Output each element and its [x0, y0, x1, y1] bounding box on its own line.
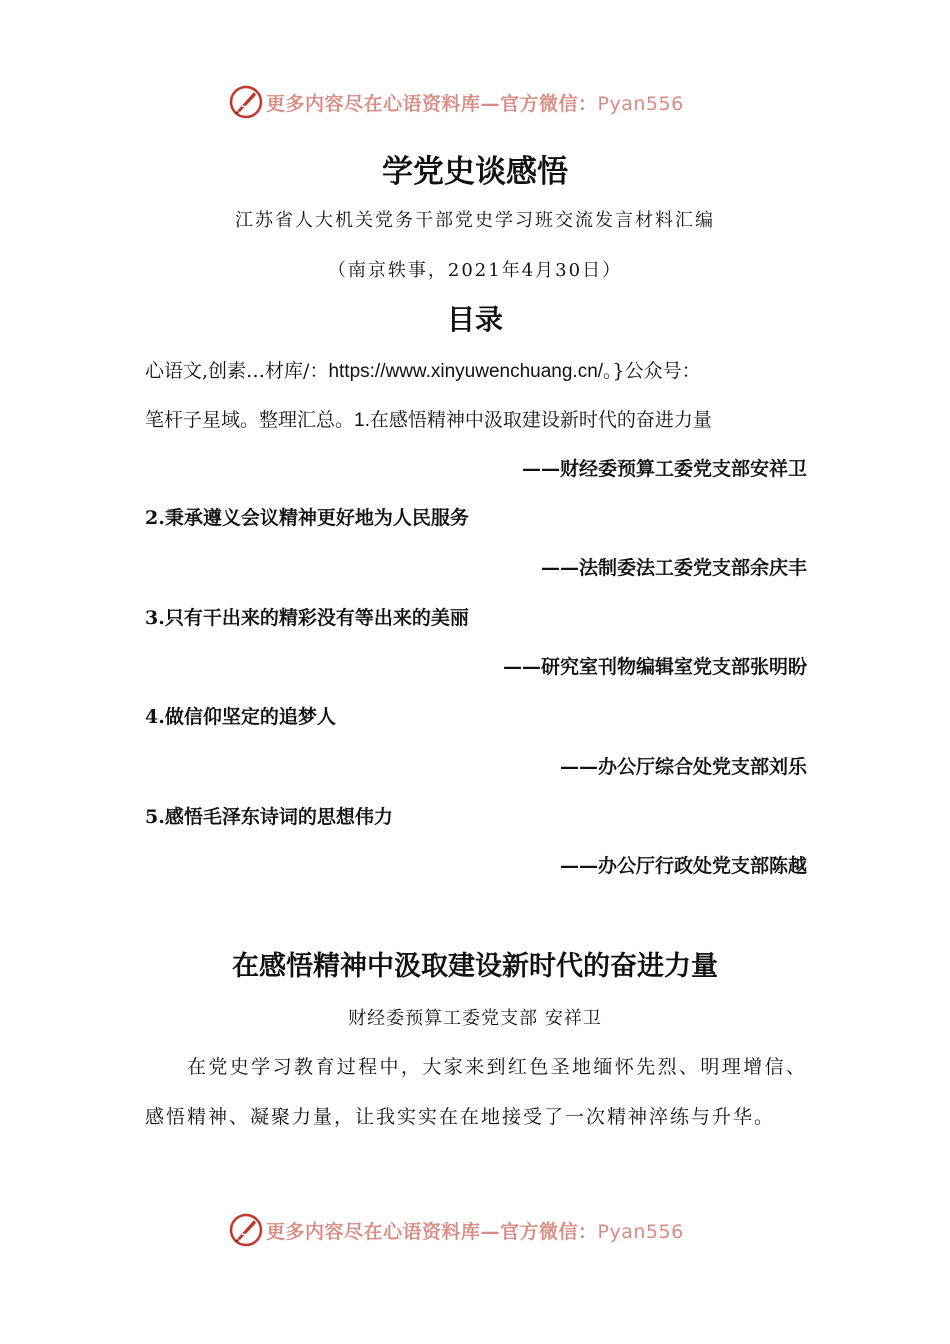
quill-logo-icon: [228, 84, 264, 120]
article-author: 财经委预算工委党支部 安祥卫: [348, 1008, 602, 1029]
toc-item-2-title: 2.秉承遵义会议精神更好地为人民服务: [145, 507, 469, 529]
source-url: https://www.xinyuwenchuang.cn/: [328, 361, 604, 382]
watermark-banner-top: [228, 82, 684, 122]
toc-item-3-title: 3.只有干出来的精彩没有等出来的美丽: [145, 607, 469, 629]
toc-item-5-title: 5.感悟毛泽东诗词的思想伟力: [145, 806, 393, 828]
article-paragraph: 在党史学习教育过程中，大家来到红色圣地缅怀先烈、明理增信、感悟精神、凝聚力量，让我实实在在地接受了一次精神淬练与升华。: [145, 1056, 807, 1128]
document-title: 学党史谈感悟: [382, 154, 568, 190]
document-subtitle: 江苏省人大机关党务干部党史学习班交流发言材料汇编: [235, 210, 715, 231]
toc-heading: 目录: [446, 303, 503, 336]
toc-item-1-author: ——财经委预算工委党支部安祥卫: [521, 458, 807, 480]
article-title: 在感悟精神中汲取建设新时代的奋进力量: [232, 951, 718, 982]
watermark-text: 更多内容尽在心语资料库—官方微信：Pyan556: [266, 1220, 684, 1243]
quill-logo-icon: [228, 1212, 264, 1248]
watermark-banner-bottom: [228, 1210, 684, 1250]
document-date: （南京轶事，2021年4月30日）: [327, 260, 623, 281]
toc-item-5-author: ——办公厅行政处党支部陈越: [559, 855, 807, 877]
toc-item-2-author: ——法制委法工委党支部余庆丰: [540, 557, 807, 579]
toc-intro-line-2: 笔杆子星域。整理汇总。1.在感悟精神中汲取建设新时代的奋进力量: [145, 409, 712, 431]
toc-intro-line-1: 心语文,创素…材库/：https://www.xinyuwenchuang.cn/。}公众号：: [145, 360, 701, 382]
toc-item-4-title: 4.做信仰坚定的追梦人: [145, 706, 336, 728]
toc-item-3-author: ——研究室刊物编辑室党支部张明盼: [502, 656, 807, 678]
watermark-text: 更多内容尽在心语资料库—官方微信：Pyan556: [266, 92, 684, 115]
toc-item-4-author: ——办公厅综合处党支部刘乐: [559, 756, 807, 778]
